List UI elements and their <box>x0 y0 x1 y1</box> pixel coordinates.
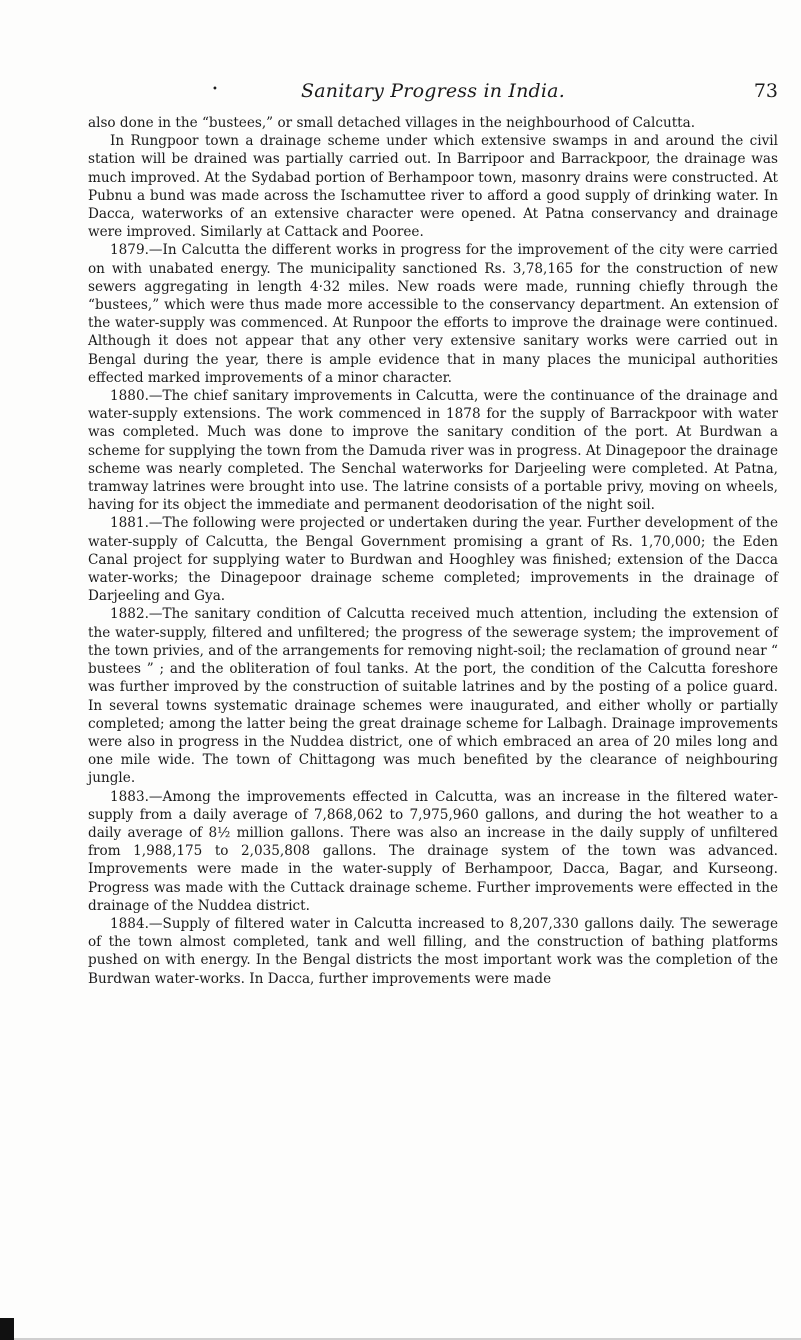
paragraph-1882: 1882.—The sanitary condition of Calcutta received much attention, including the extension of the water-supply, filtered and unfiltered; the progress of the sewerage system; the improvement of the town privies, and of the arrangements for removing night-soil; the reclamation of ground near “ bustees ” ; and the obliteration of foul tanks. At the port, the condition of the Calcutta foreshore was further improved by the construction of suitable latrines and by the posting of a police guard. In several towns systematic drainage schemes were inaugurated, and either wholly or partially completed; among the latter being the great drainage scheme for Lalbagh. Drainage improvements were also in progress in the Nuddea district, one of which embraced an area of 20 miles long and one mile wide. The town of Chittagong was much benefited by the clearance of neighbouring jungle. <box>88 606 778 787</box>
paragraph-1883: 1883.—Among the improvements effected in Calcutta, was an increase in the filtered water-supply from a daily average of 7,868,062 to 7,975,960 gallons, and during the hot weather to a daily average of 8½ million gallons. There was also an increase in the daily supply of unfiltered from 1,988,175 to 2,035,808 gallons. The drainage system of the town was advanced. Improvements were made in the water-supply of Berhampoor, Dacca, Bagar, and Kurseong. Progress was made with the Cuttack drainage scheme. Further improvements were effected in the drainage of the Nuddea district. <box>88 788 778 914</box>
bullet-mark: • <box>212 84 218 95</box>
paragraph-1879: 1879.—In Calcutta the different works in progress for the improvement of the city were carried on with unabated energy. The municipality sanctioned Rs. 3,78,165 for the construction of new sewers aggregating in length 4·32 miles. New roads were made, running chiefly through the “bustees,” which were thus made more accessible to the conservancy department. An extension of the water-supply was commenced. At Runpoor the efforts to improve the drainage were continued. Although it does not appear that any other very extensive sanitary works were carried out in Bengal during the year, there is ample evidence that in many places the municipal authorities effected marked improvements of a minor character. <box>88 242 778 386</box>
running-title: Sanitary Progress in India. <box>301 80 565 102</box>
paragraph-1880: 1880.—The chief sanitary improvements in Calcutta, were the continuance of the drainage and water-supply extensions. The work commenced in 1878 for the supply of Barrackpoor with water was completed. Much was done to improve the sanitary condition of the port. At Burdwan a scheme for supplying the town from the Damuda river was in progress. At Dinagepoor the drainage scheme was nearly completed. The Senchal waterworks for Darjeeling were completed. At Patna, tramway latrines were brought into use. The latrine consists of a portable privy, moving on wheels, having for its object the immediate and permanent deodorisation of the night soil. <box>88 388 778 514</box>
paragraph-rungpoor: In Rungpoor town a drainage scheme under which extensive swamps in and around the civil station will be drained was partially carried out. In Barripoor and Barrackpoor, the drainage was much improved. At the Sydabad portion of Berhampoor town, masonry drains were constructed. At Pubnu a bund was made across the Ischamuttee river to afford a good supply of drinking water. In Dacca, waterworks of an extensive character were opened. At Patna conservancy and drainage were improved. Similarly at Cattack and Pooree. <box>88 133 778 241</box>
body-text <box>88 114 778 988</box>
paragraph-continuation: also done in the “bustees,” or small detached villages in the neighbourhood of Calcutta. <box>88 115 696 131</box>
paragraph-1884: 1884.—Supply of filtered water in Calcutta increased to 8,207,330 gallons daily. The sewerage of the town almost completed, tank and well filling, and the construction of bathing platforms pushed on with energy. In the Bengal districts the most important work was the completion of the Burdwan water-works. In Dacca, further improvements were made <box>88 915 778 987</box>
page-header <box>88 80 778 106</box>
scan-edge-mark <box>0 1318 14 1340</box>
page-number: 73 <box>753 80 778 102</box>
paragraph-1881: 1881.—The following were projected or undertaken during the year. Further development of the water-supply of Calcutta, the Bengal Government promising a grant of Rs. 1,70,000; the Eden Canal project for supplying water to Burdwan and Hooghley was finished; extension of the Dacca water-works; the Dinagepoor drainage scheme completed; improvements in the drainage of Darjeeling and Gya. <box>88 515 778 605</box>
